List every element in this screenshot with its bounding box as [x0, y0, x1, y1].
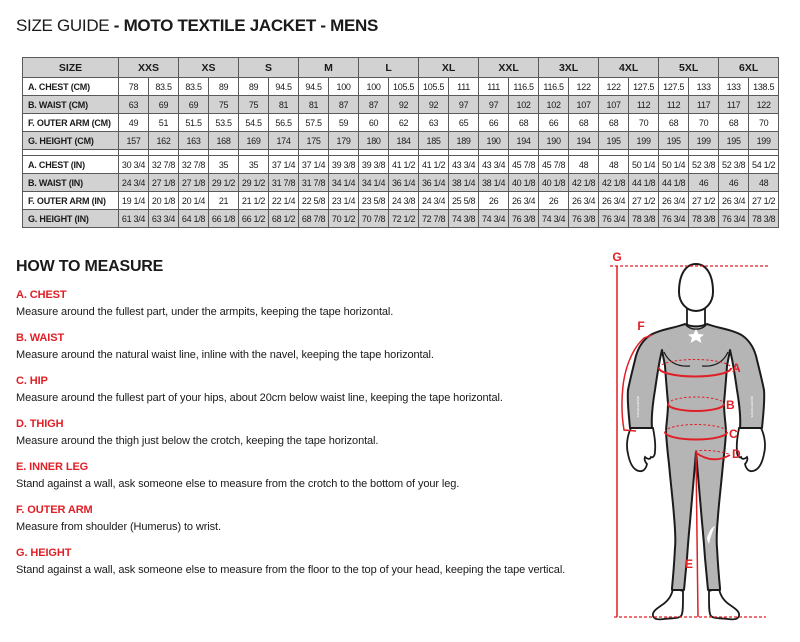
value-cell: 27 1/8	[179, 174, 209, 192]
size-column-header: 5XL	[659, 58, 719, 78]
value-cell: 122	[749, 96, 779, 114]
value-cell: 194	[569, 132, 599, 150]
measure-item-description: Stand against a wall, ask someone else to measure from the crotch to the bottom of your leg.	[16, 478, 460, 490]
measure-item-label: G. HEIGHT	[16, 547, 72, 559]
value-cell: 22 5/8	[299, 192, 329, 210]
value-cell: 31 7/8	[269, 174, 299, 192]
size-table-corner-cell: SIZE	[23, 58, 119, 78]
value-cell: 31 7/8	[299, 174, 329, 192]
value-cell: 78	[119, 78, 149, 96]
table-row	[23, 96, 779, 114]
size-column-header: XL	[419, 58, 479, 78]
value-cell: 138.5	[749, 78, 779, 96]
value-cell: 62	[389, 114, 419, 132]
value-cell: 26 3/4	[509, 192, 539, 210]
value-cell: 78 3/8	[749, 210, 779, 228]
value-cell: 36 1/4	[389, 174, 419, 192]
value-cell: 116.5	[509, 78, 539, 96]
measure-item-label: C. HIP	[16, 375, 48, 387]
row-label-cell: F. OUTER ARM (IN)	[23, 192, 119, 210]
value-cell: 133	[719, 78, 749, 96]
how-to-measure-section	[16, 258, 616, 590]
table-row	[23, 174, 779, 192]
value-cell: 102	[509, 96, 539, 114]
size-table-body	[23, 78, 779, 228]
value-cell: 68	[719, 114, 749, 132]
value-cell: 72 1/2	[389, 210, 419, 228]
size-table	[22, 57, 779, 228]
forearm-brand-text-right: alpinestars	[750, 396, 754, 418]
row-label-cell: B. WAIST (CM)	[23, 96, 119, 114]
value-cell: 83.5	[149, 78, 179, 96]
value-cell: 168	[209, 132, 239, 150]
value-cell: 23 1/4	[329, 192, 359, 210]
value-cell: 70	[689, 114, 719, 132]
value-cell: 53.5	[209, 114, 239, 132]
value-cell: 66 1/2	[239, 210, 269, 228]
value-cell: 87	[359, 96, 389, 114]
value-cell: 46	[719, 174, 749, 192]
label-thigh: D	[732, 447, 741, 461]
table-row	[23, 114, 779, 132]
value-cell: 97	[479, 96, 509, 114]
measure-item	[16, 547, 616, 577]
measure-item-description: Measure around the fullest part, under the armpits, keeping the tape horizontal.	[16, 306, 394, 318]
value-cell: 24 3/4	[419, 192, 449, 210]
value-cell: 45 7/8	[509, 156, 539, 174]
value-cell: 40 1/8	[539, 174, 569, 192]
value-cell: 50 1/4	[629, 156, 659, 174]
value-cell: 105.5	[389, 78, 419, 96]
value-cell: 63	[419, 114, 449, 132]
row-label-cell: G. HEIGHT (CM)	[23, 132, 119, 150]
value-cell: 74 3/4	[479, 210, 509, 228]
measure-item	[16, 332, 616, 362]
measure-item-description: Measure from shoulder (Humerus) to wrist.	[16, 521, 221, 533]
value-cell: 116.5	[539, 78, 569, 96]
value-cell: 41 1/2	[389, 156, 419, 174]
size-column-header: 4XL	[599, 58, 659, 78]
value-cell: 25 5/8	[449, 192, 479, 210]
value-cell: 169	[239, 132, 269, 150]
value-cell: 21	[209, 192, 239, 210]
how-to-measure-list	[16, 289, 616, 577]
value-cell: 42 1/8	[599, 174, 629, 192]
value-cell: 22 1/4	[269, 192, 299, 210]
value-cell: 19 1/4	[119, 192, 149, 210]
value-cell: 37 1/4	[299, 156, 329, 174]
value-cell: 76 3/8	[569, 210, 599, 228]
value-cell: 117	[719, 96, 749, 114]
value-cell: 199	[749, 132, 779, 150]
value-cell: 174	[269, 132, 299, 150]
value-cell: 122	[599, 78, 629, 96]
value-cell: 112	[659, 96, 689, 114]
value-cell: 27 1/2	[749, 192, 779, 210]
size-column-header: 6XL	[719, 58, 779, 78]
value-cell: 24 3/4	[119, 174, 149, 192]
measure-item-description: Measure around the natural waist line, inline with the navel, keeping the tape horizontal.	[16, 349, 434, 361]
value-cell: 94.5	[269, 78, 299, 96]
value-cell: 43 3/4	[449, 156, 479, 174]
value-cell: 105.5	[419, 78, 449, 96]
measure-item	[16, 461, 616, 491]
table-row	[23, 192, 779, 210]
value-cell: 48	[599, 156, 629, 174]
measure-item-description: Measure around the thigh just below the crotch, keeping the tape horizontal.	[16, 435, 379, 447]
value-cell: 30 3/4	[119, 156, 149, 174]
value-cell: 199	[629, 132, 659, 150]
measure-item-label: F. OUTER ARM	[16, 504, 93, 516]
value-cell: 27 1/2	[689, 192, 719, 210]
measure-item	[16, 418, 616, 448]
measure-item-label: A. CHEST	[16, 289, 67, 301]
value-cell: 76 3/4	[659, 210, 689, 228]
value-cell: 185	[419, 132, 449, 150]
value-cell: 24 3/8	[389, 192, 419, 210]
value-cell: 162	[149, 132, 179, 150]
value-cell: 184	[389, 132, 419, 150]
value-cell: 68 1/2	[269, 210, 299, 228]
label-height: G	[612, 250, 622, 264]
value-cell: 195	[719, 132, 749, 150]
value-cell: 40 1/8	[509, 174, 539, 192]
value-cell: 52 3/8	[689, 156, 719, 174]
value-cell: 46	[689, 174, 719, 192]
value-cell: 26 3/4	[599, 192, 629, 210]
value-cell: 70	[749, 114, 779, 132]
row-label-cell: F. OUTER ARM (CM)	[23, 114, 119, 132]
size-table-head	[23, 58, 779, 78]
value-cell: 66 1/8	[209, 210, 239, 228]
value-cell: 38 1/4	[479, 174, 509, 192]
value-cell: 27 1/8	[149, 174, 179, 192]
value-cell: 20 1/4	[179, 192, 209, 210]
how-to-measure-heading: HOW TO MEASURE	[16, 258, 164, 275]
value-cell: 29 1/2	[209, 174, 239, 192]
row-label-cell: A. CHEST (IN)	[23, 156, 119, 174]
label-inner-leg: E	[684, 557, 693, 571]
value-cell: 199	[689, 132, 719, 150]
value-cell: 175	[299, 132, 329, 150]
value-cell: 75	[239, 96, 269, 114]
value-cell: 41 1/2	[419, 156, 449, 174]
value-cell: 111	[449, 78, 479, 96]
measure-item-label: E. INNER LEG	[16, 461, 89, 473]
value-cell: 54 1/2	[749, 156, 779, 174]
size-column-header: XXL	[479, 58, 539, 78]
value-cell: 26 3/4	[659, 192, 689, 210]
value-cell: 66	[479, 114, 509, 132]
row-label-cell: B. WAIST (IN)	[23, 174, 119, 192]
value-cell: 56.5	[269, 114, 299, 132]
value-cell: 179	[329, 132, 359, 150]
value-cell: 39 3/8	[329, 156, 359, 174]
value-cell: 63	[119, 96, 149, 114]
value-cell: 51.5	[179, 114, 209, 132]
page-title-prefix: SIZE GUIDE	[16, 16, 114, 35]
forearm-brand-text-left: alpinestars	[636, 396, 640, 418]
value-cell: 37 1/4	[269, 156, 299, 174]
table-row	[23, 210, 779, 228]
value-cell: 44 1/8	[659, 174, 689, 192]
size-column-header: 3XL	[539, 58, 599, 78]
value-cell: 81	[269, 96, 299, 114]
value-cell: 26	[539, 192, 569, 210]
value-cell: 100	[359, 78, 389, 96]
value-cell: 57.5	[299, 114, 329, 132]
row-label-cell: G. HEIGHT (IN)	[23, 210, 119, 228]
value-cell: 68	[599, 114, 629, 132]
value-cell: 122	[569, 78, 599, 96]
value-cell: 97	[449, 96, 479, 114]
value-cell: 26 3/4	[719, 192, 749, 210]
value-cell: 35	[239, 156, 269, 174]
size-column-header: L	[359, 58, 419, 78]
value-cell: 64 1/8	[179, 210, 209, 228]
value-cell: 51	[149, 114, 179, 132]
measure-item	[16, 375, 616, 405]
value-cell: 127.5	[659, 78, 689, 96]
table-row	[23, 78, 779, 96]
value-cell: 61 3/4	[119, 210, 149, 228]
value-cell: 94.5	[299, 78, 329, 96]
row-label-cell: A. CHEST (CM)	[23, 78, 119, 96]
value-cell: 74 3/8	[449, 210, 479, 228]
value-cell: 189	[449, 132, 479, 150]
value-cell: 81	[299, 96, 329, 114]
value-cell: 75	[209, 96, 239, 114]
value-cell: 117	[689, 96, 719, 114]
value-cell: 89	[209, 78, 239, 96]
value-cell: 194	[509, 132, 539, 150]
label-outer-arm: F	[637, 319, 645, 333]
value-cell: 107	[569, 96, 599, 114]
measure-item-description: Measure around the fullest part of your hips, about 20cm below waist line, keeping the tape horizontal.	[16, 392, 503, 404]
value-cell: 48	[749, 174, 779, 192]
value-cell: 26 3/4	[569, 192, 599, 210]
value-cell: 45 7/8	[539, 156, 569, 174]
value-cell: 195	[659, 132, 689, 150]
value-cell: 20 1/8	[149, 192, 179, 210]
value-cell: 63 3/4	[149, 210, 179, 228]
body-measurement-diagram	[595, 250, 795, 642]
body-diagram-svg	[595, 250, 795, 642]
value-cell: 66	[539, 114, 569, 132]
value-cell: 92	[419, 96, 449, 114]
value-cell: 83.5	[179, 78, 209, 96]
value-cell: 27 1/2	[629, 192, 659, 210]
measure-item-label: D. THIGH	[16, 418, 64, 430]
value-cell: 59	[329, 114, 359, 132]
measure-item	[16, 289, 616, 319]
measure-item	[16, 504, 616, 534]
value-cell: 70 1/2	[329, 210, 359, 228]
value-cell: 127.5	[629, 78, 659, 96]
value-cell: 70	[629, 114, 659, 132]
value-cell: 21 1/2	[239, 192, 269, 210]
value-cell: 92	[389, 96, 419, 114]
value-cell: 111	[479, 78, 509, 96]
figure-silhouette	[627, 264, 765, 619]
value-cell: 35	[209, 156, 239, 174]
value-cell: 69	[149, 96, 179, 114]
value-cell: 42 1/8	[569, 174, 599, 192]
value-cell: 190	[539, 132, 569, 150]
value-cell: 102	[539, 96, 569, 114]
value-cell: 72 7/8	[419, 210, 449, 228]
page-title-main: - MOTO TEXTILE JACKET - MENS	[113, 16, 379, 35]
value-cell: 29 1/2	[239, 174, 269, 192]
table-row	[23, 132, 779, 150]
value-cell: 112	[629, 96, 659, 114]
value-cell: 68	[569, 114, 599, 132]
value-cell: 78 3/8	[629, 210, 659, 228]
size-column-header: XS	[179, 58, 239, 78]
value-cell: 76 3/4	[719, 210, 749, 228]
value-cell: 68 7/8	[299, 210, 329, 228]
page-title	[16, 16, 378, 36]
value-cell: 157	[119, 132, 149, 150]
value-cell: 26	[479, 192, 509, 210]
value-cell: 54.5	[239, 114, 269, 132]
value-cell: 195	[599, 132, 629, 150]
size-column-header: XXS	[119, 58, 179, 78]
value-cell: 68	[509, 114, 539, 132]
size-table-header-row	[23, 58, 779, 78]
value-cell: 190	[479, 132, 509, 150]
value-cell: 107	[599, 96, 629, 114]
value-cell: 52 3/8	[719, 156, 749, 174]
size-column-header: M	[299, 58, 359, 78]
value-cell: 49	[119, 114, 149, 132]
value-cell: 60	[359, 114, 389, 132]
value-cell: 32 7/8	[179, 156, 209, 174]
value-cell: 65	[449, 114, 479, 132]
size-column-header: S	[239, 58, 299, 78]
value-cell: 163	[179, 132, 209, 150]
value-cell: 68	[659, 114, 689, 132]
value-cell: 89	[239, 78, 269, 96]
value-cell: 100	[329, 78, 359, 96]
value-cell: 32 7/8	[149, 156, 179, 174]
value-cell: 39 3/8	[359, 156, 389, 174]
value-cell: 70 7/8	[359, 210, 389, 228]
value-cell: 69	[179, 96, 209, 114]
value-cell: 76 3/4	[599, 210, 629, 228]
value-cell: 34 1/4	[359, 174, 389, 192]
value-cell: 43 3/4	[479, 156, 509, 174]
label-chest: A	[732, 361, 741, 375]
value-cell: 48	[569, 156, 599, 174]
label-waist: B	[726, 398, 735, 412]
label-hip: C	[729, 427, 738, 441]
value-cell: 74 3/4	[539, 210, 569, 228]
value-cell: 87	[329, 96, 359, 114]
value-cell: 78 3/8	[689, 210, 719, 228]
value-cell: 23 5/8	[359, 192, 389, 210]
value-cell: 38 1/4	[449, 174, 479, 192]
value-cell: 36 1/4	[419, 174, 449, 192]
value-cell: 133	[689, 78, 719, 96]
table-row	[23, 156, 779, 174]
measure-item-description: Stand against a wall, ask someone else to measure from the floor to the top of your head, keeping the tape vertical.	[16, 564, 566, 576]
measure-item-label: B. WAIST	[16, 332, 65, 344]
value-cell: 76 3/8	[509, 210, 539, 228]
value-cell: 180	[359, 132, 389, 150]
value-cell: 50 1/4	[659, 156, 689, 174]
value-cell: 44 1/8	[629, 174, 659, 192]
value-cell: 34 1/4	[329, 174, 359, 192]
